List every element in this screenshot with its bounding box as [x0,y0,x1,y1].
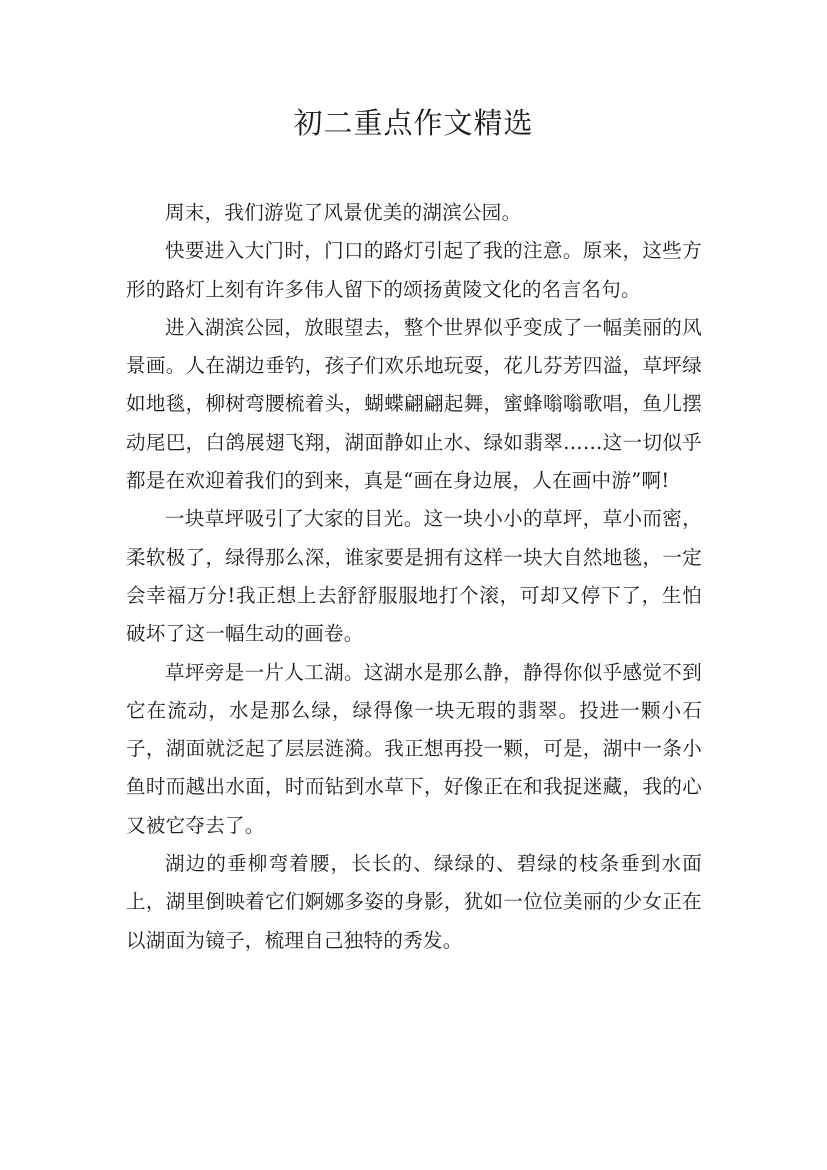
document-title: 初二重点作文精选 [293,106,534,140]
paragraph: 进入湖滨公园，放眼望去，整个世界似乎变成了一幅美丽的风景画。人在湖边垂钓，孩子们欢乐地玩耍，花儿芬芳四溢，草坪绿如地毯，柳树弯腰梳着头，蝴蝶翩翩起舞，蜜蜂嗡嗡歌唱，鱼儿摆动尾巴，白鸽展翅飞翔，湖面静如止水、绿如翡翠……这一切似乎都是在欢迎着我们的到来，真是“画在身边展，人在画中游”啊! [126,315,702,493]
paragraph: 一块草坪吸引了大家的目光。这一块小小的草坪，草小而密，柔软极了，绿得那么深，谁家要是拥有这样一块大自然地毯，一定会幸福万分!我正想上去舒舒服服地打个滚，可却又停下了，生怕破坏了这一幅生动的画卷。 [126,507,702,646]
paragraph: 草坪旁是一片人工湖。这湖水是那么静，静得你似乎感觉不到它在流动，水是那么绿，绿得像一块无瑕的翡翠。投进一颗小石子，湖面就泛起了层层涟漪。我正想再投一颗，可是，湖中一条小鱼时而越出水面，时而钻到水草下，好像正在和我捉迷藏，我的心又被它夺去了。 [126,660,702,837]
document-body [126,194,702,960]
paragraph: 快要进入大门时，门口的路灯引起了我的注意。原来，这些方形的路灯上刻有许多伟人留下的颂扬黄陵文化的名言名句。 [126,239,702,301]
paragraph: 湖边的垂柳弯着腰，长长的、绿绿的、碧绿的枝条垂到水面上，湖里倒映着它们婀娜多姿的身影，犹如一位位美丽的少女正在以湖面为镜子，梳理自己独特的秀发。 [126,852,702,952]
paragraph: 周末，我们游览了风景优美的湖滨公园。 [165,201,522,224]
